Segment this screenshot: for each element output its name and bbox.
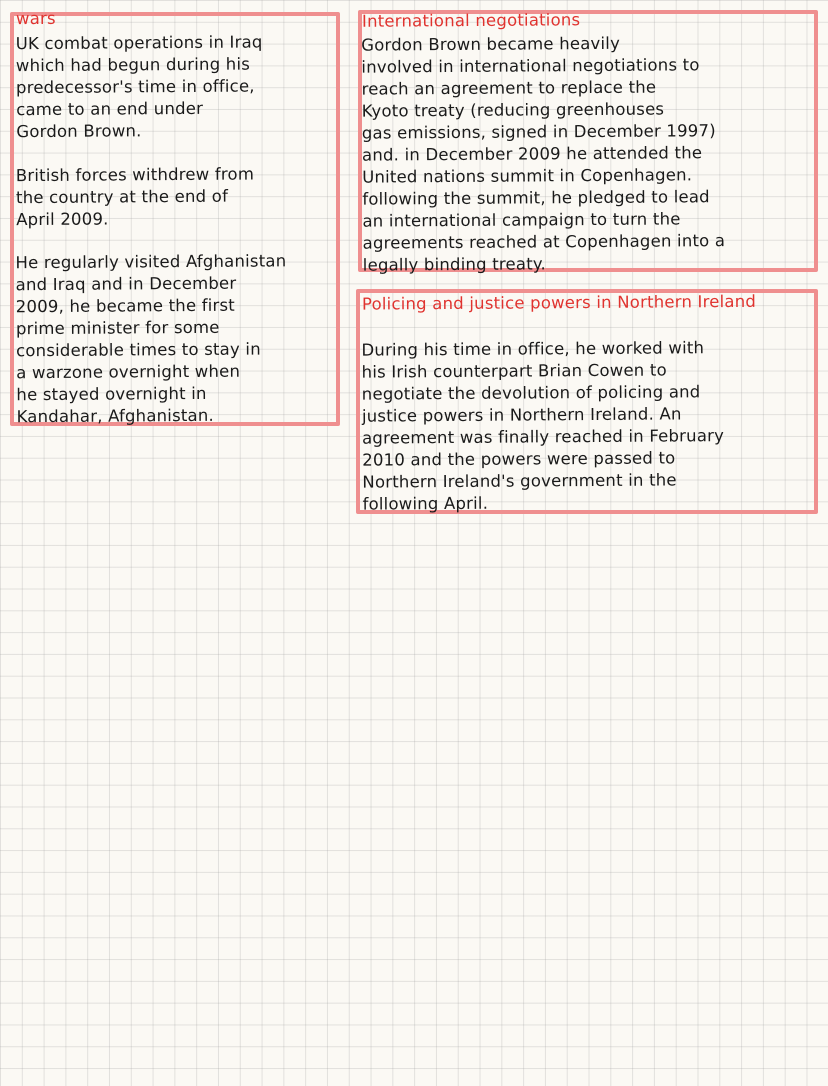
policing-justice-body: During his time in office, he worked with his Irish counterpart Brian Cowen to negotiate the devolution of policing and justice powers in Northern Ireland. An agreement was finally reached in February 2010 and the powers were passed to Northern Ireland's government in the following April. [361,338,725,514]
wars-paragraph-iraq: UK combat operations in Iraq which had begun during his predecessor's time in office, came to an end under Gordon Brown. [15,32,263,142]
policing-justice-heading: Policing and justice powers in Northern Ireland [361,291,757,314]
international-negotiations-heading: International negotiations [361,10,581,31]
international-negotiations-body: Gordon Brown became heavily involved in international negotiations to reach an agreement to replace the Kyoto treaty (reducing greenhouses gas emissions, signed in December 1997) and. in December 2009 he attended the United nations summit in Copenhagen. following the summit, he pledged to lead an international campaign to turn the agreements reached at Copenhagen into a legally binding treaty. [361,33,726,275]
wars-heading: wars [15,8,56,29]
wars-paragraph-withdrawal: British forces withdrew from the country at the end of April 2009. [15,164,255,230]
wars-paragraph-afghanistan: He regularly visited Afghanistan and Iraq and in December 2009, he became the first prime minister for some considerable times to stay in a warzone overnight when he stayed overnight in Kandahar, Afghanistan. [15,251,287,427]
